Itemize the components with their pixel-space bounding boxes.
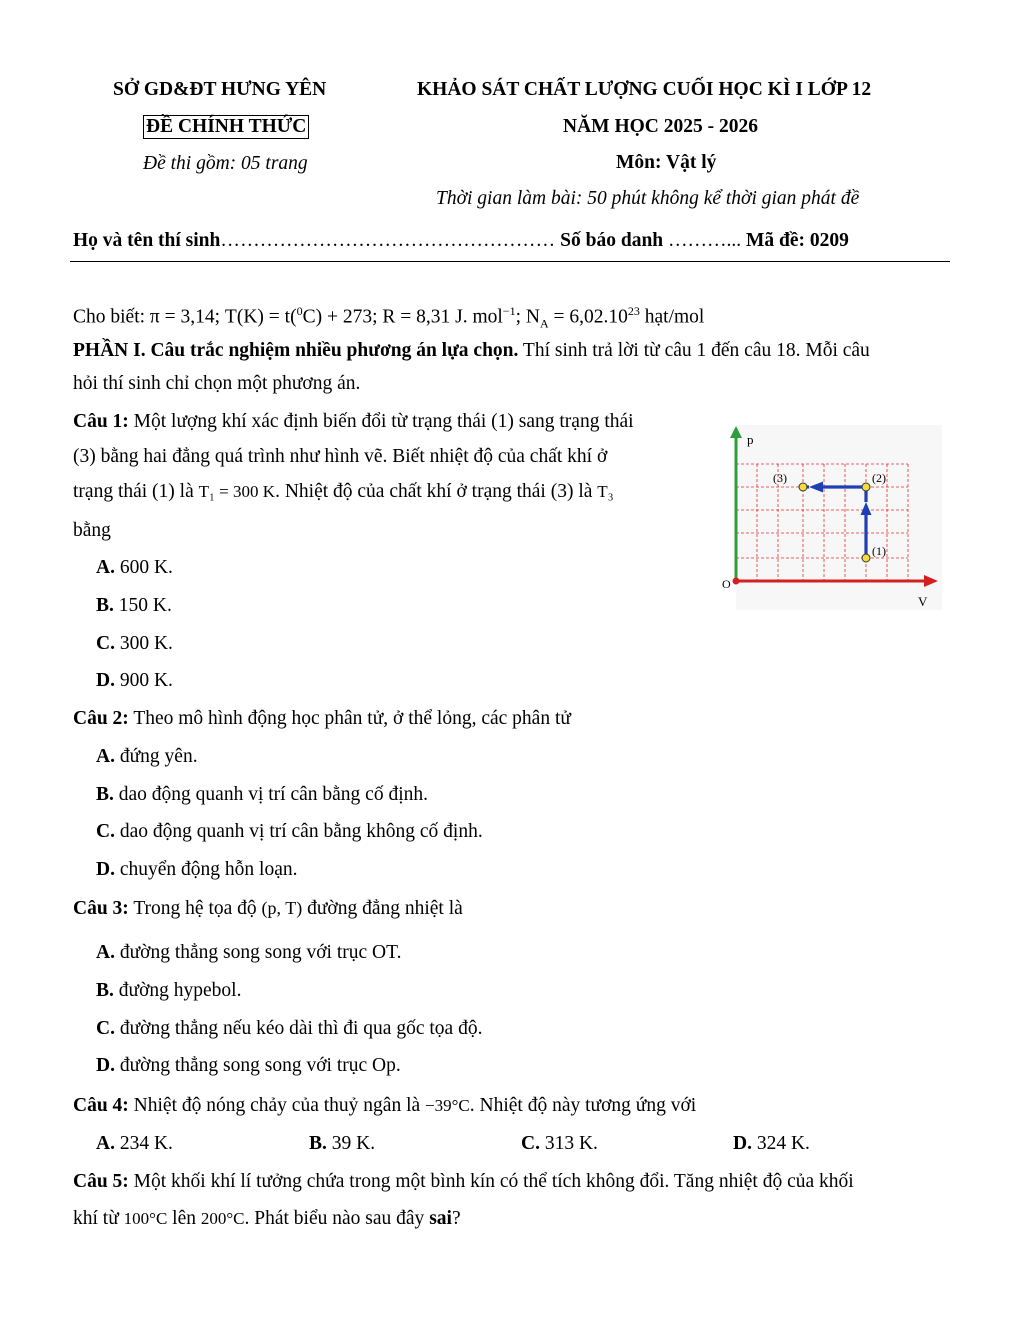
q1-option-c-key: C. xyxy=(96,633,115,654)
part1-intro xyxy=(73,340,870,362)
id-dots: ………... xyxy=(668,230,742,251)
q3-coord: (p, T) xyxy=(261,898,303,918)
v-axis-label: V xyxy=(918,594,928,609)
q2-option-d-text: chuyển động hỗn loạn. xyxy=(114,859,298,880)
dept-name: SỞ GD&ĐT HƯNG YÊN xyxy=(113,79,327,100)
exam-duration: Thời gian làm bài: 50 phút không kể thời gian phát đề xyxy=(436,188,860,209)
given-exp-minus-one: −1 xyxy=(502,304,516,318)
given-avogadro: ; N xyxy=(515,306,540,328)
q2-option-a[interactable] xyxy=(96,746,198,768)
q3-option-a[interactable] xyxy=(96,942,401,964)
q1-option-a-key: A. xyxy=(96,557,115,578)
given-avogadro-sub: A xyxy=(539,316,549,331)
q2-option-b-key: B. xyxy=(96,784,114,805)
state-3-point xyxy=(799,483,807,491)
q4-option-d-key: D. xyxy=(733,1133,752,1154)
q1-label: Câu 1: xyxy=(73,411,129,432)
q1-option-b-key: B. xyxy=(96,595,114,616)
header-divider xyxy=(70,261,950,262)
q3-option-d-key: D. xyxy=(96,1055,115,1076)
q2-option-a-text: đứng yên. xyxy=(114,746,198,767)
q1-line2: (3) bằng hai đẳng quá trình như hình vẽ. Biết nhiệt độ của chất khí ở xyxy=(73,446,608,467)
part1-heading: PHẦN I. Câu trắc nghiệm nhiều phương án lựa chọn. xyxy=(73,340,519,361)
q5-t-from: 100°C xyxy=(123,1209,168,1228)
origin-label: O xyxy=(722,577,731,591)
q4-option-a-text: 234 K. xyxy=(114,1133,173,1154)
code-label: Mã đề: xyxy=(746,230,806,251)
exam-title: KHẢO SÁT CHẤT LƯỢNG CUỐI HỌC KÌ I LỚP 12 xyxy=(417,79,872,100)
q5-t-to: 200°C xyxy=(200,1209,245,1228)
name-dots: …………………………………………… xyxy=(220,230,556,251)
part1-text: Thí sinh trả lời từ câu 1 đến câu 18. Mỗi câu xyxy=(518,340,870,361)
q1-option-c-text: 300 K. xyxy=(114,633,173,654)
q4-option-b[interactable] xyxy=(309,1133,375,1155)
subject: Môn: Vật lý xyxy=(616,152,717,173)
q4-option-b-text: 39 K. xyxy=(326,1133,376,1154)
q3-option-b[interactable] xyxy=(96,980,241,1002)
q2-option-c-text: dao động quanh vị trí cân bằng không cố định. xyxy=(114,821,483,842)
q1-option-b-text: 150 K. xyxy=(113,595,172,616)
state-1-point xyxy=(862,554,870,562)
state-2-label: (2) xyxy=(872,471,886,485)
q3-option-c-text: đường thẳng nếu kéo dài thì đi qua gốc tọa độ. xyxy=(114,1018,483,1039)
q4-stem xyxy=(73,1095,696,1117)
given-gas-constant: C) + 273; R = 8,31 J. mol xyxy=(302,306,503,328)
q4-option-b-key: B. xyxy=(309,1133,327,1154)
q2-option-d[interactable] xyxy=(96,859,297,881)
given-avogadro-value: = 6,02.10 xyxy=(548,306,628,328)
q4-option-a-key: A. xyxy=(96,1133,115,1154)
q2-stem xyxy=(73,708,571,730)
q2-option-c-key: C. xyxy=(96,821,115,842)
given-avogadro-exp: 23 xyxy=(627,304,640,318)
state-2-point xyxy=(862,483,870,491)
q5-text2b: lên xyxy=(167,1208,201,1229)
state-3-label: (3) xyxy=(773,471,787,485)
q4-option-d[interactable] xyxy=(733,1133,810,1155)
name-label: Họ và tên thí sinh xyxy=(73,230,221,251)
pv-diagram xyxy=(716,420,948,616)
q1-option-d-text: 900 K. xyxy=(114,670,173,691)
q3-option-c-key: C. xyxy=(96,1018,115,1039)
exam-code: 0209 xyxy=(809,230,849,251)
q3-option-d-text: đường thẳng song song với trục Op. xyxy=(114,1055,401,1076)
q4-text-a: Nhiệt độ nóng chảy của thuỷ ngân là xyxy=(128,1095,426,1116)
given-prefix: Cho biết: xyxy=(73,306,150,328)
q1-option-b[interactable] xyxy=(96,595,172,617)
q2-option-d-key: D. xyxy=(96,859,115,880)
school-year: NĂM HỌC 2025 - 2026 xyxy=(563,116,758,137)
q1-line1 xyxy=(73,411,634,433)
q4-option-d-text: 324 K. xyxy=(751,1133,810,1154)
q5-text1: Một khối khí lí tưởng chứa trong một bình kín có thể tích không đổi. Tăng nhiệt độ của khối xyxy=(128,1171,854,1192)
q2-option-c[interactable] xyxy=(96,821,483,843)
official-exam-label: ĐỀ CHÍNH THỨC xyxy=(143,115,309,139)
q3-option-b-key: B. xyxy=(96,980,114,1001)
q3-stem xyxy=(73,898,463,920)
given-constants xyxy=(73,304,704,331)
candidate-line xyxy=(73,230,849,252)
q2-option-b[interactable] xyxy=(96,784,428,806)
q3-text-b: đường đẳng nhiệt là xyxy=(302,898,463,919)
q3-option-d[interactable] xyxy=(96,1055,401,1077)
q3-option-b-text: đường hypebol. xyxy=(113,980,242,1001)
q4-text-b: . Nhiệt độ này tương ứng với xyxy=(469,1095,697,1116)
q4-temp: −39°C xyxy=(425,1096,470,1115)
q2-option-b-text: dao động quanh vị trí cân bằng cố định. xyxy=(113,784,428,805)
q1-line3 xyxy=(73,481,614,503)
q1-option-d[interactable] xyxy=(96,670,173,692)
q5-line1 xyxy=(73,1171,854,1193)
q1-line4: bằng xyxy=(73,520,111,541)
q5-text2a: khí từ xyxy=(73,1208,124,1229)
q5-line2 xyxy=(73,1208,461,1230)
q1-text3b: . Nhiệt độ của chất khí ở trạng thái (3) là xyxy=(275,481,598,502)
q4-option-c-key: C. xyxy=(521,1133,540,1154)
id-label: Số báo danh xyxy=(560,230,664,251)
q3-option-a-text: đường thẳng song song với trục OT. xyxy=(114,942,402,963)
q2-option-a-key: A. xyxy=(96,746,115,767)
q1-option-a-text: 600 K. xyxy=(114,557,173,578)
q1-t1: T₁ = 300 K xyxy=(198,482,276,501)
state-1-label: (1) xyxy=(872,544,886,558)
q4-option-c[interactable] xyxy=(521,1133,598,1155)
q3-option-a-key: A. xyxy=(96,942,115,963)
q2-label: Câu 2: xyxy=(73,708,129,729)
q1-text1: Một lượng khí xác định biến đổi từ trạng thái (1) sang trạng thái xyxy=(128,411,634,432)
q3-option-c[interactable] xyxy=(96,1018,482,1040)
q1-option-a[interactable] xyxy=(96,557,173,579)
q5-text2d: ? xyxy=(451,1208,461,1229)
q5-text2c: . Phát biểu nào sau đây xyxy=(244,1208,430,1229)
given-degree: 0 xyxy=(296,304,303,318)
q1-option-c[interactable] xyxy=(96,633,173,655)
q1-option-d-key: D. xyxy=(96,670,115,691)
given-formula: π = 3,14; T(K) = t( xyxy=(149,306,297,328)
given-unit: hạt/mol xyxy=(639,306,705,328)
q2-text: Theo mô hình động học phân tử, ở thể lỏng, các phân tử xyxy=(128,708,571,729)
q4-option-c-text: 313 K. xyxy=(539,1133,598,1154)
page-count: Đề thi gồm: 05 trang xyxy=(143,153,308,174)
q3-label: Câu 3: xyxy=(73,898,129,919)
q3-text-a: Trong hệ tọa độ xyxy=(128,898,262,919)
q1-t3: T₃ xyxy=(597,482,614,501)
q4-option-a[interactable] xyxy=(96,1133,173,1155)
part1-intro-line2: hỏi thí sinh chỉ chọn một phương án. xyxy=(73,373,361,394)
q5-label: Câu 5: xyxy=(73,1171,129,1192)
origin-point xyxy=(733,578,740,585)
p-axis-label: p xyxy=(747,432,754,447)
q5-emphasis: sai xyxy=(429,1208,452,1229)
q1-text3: trạng thái (1) là xyxy=(73,481,199,502)
q4-label: Câu 4: xyxy=(73,1095,129,1116)
